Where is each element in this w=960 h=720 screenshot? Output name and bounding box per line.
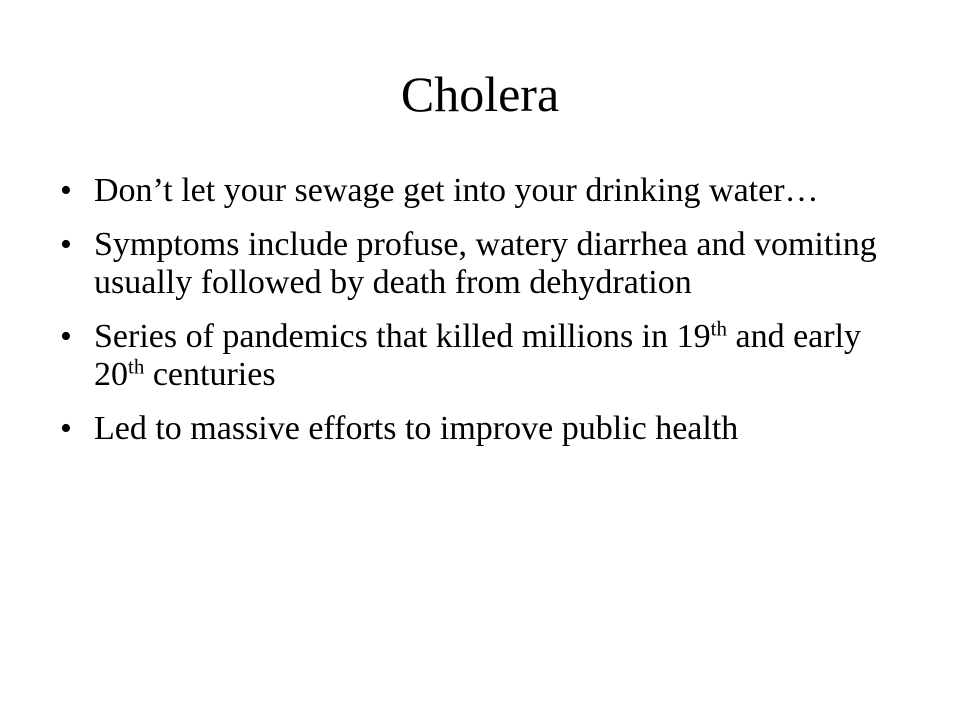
bullet-marker: • xyxy=(60,410,72,447)
bullet-text-part: centuries xyxy=(144,356,276,393)
bullet-item xyxy=(60,226,910,302)
superscript: th xyxy=(128,354,145,379)
bullet-text: Led to massive efforts to improve public health xyxy=(94,410,739,447)
bullet-text-part: and early 20 xyxy=(94,318,862,393)
bullet-item xyxy=(60,318,910,394)
bullet-text: Symptoms include profuse, watery diarrhea and vomiting usually followed by death from dehydration xyxy=(94,226,877,301)
bullet-marker: • xyxy=(60,318,72,355)
bullet-item xyxy=(60,172,910,210)
bullet-text: Don’t let your sewage get into your drinking water… xyxy=(94,172,819,209)
bullet-text-part: Series of pandemics that killed millions in 19 xyxy=(94,318,711,355)
bullet-marker: • xyxy=(60,226,72,263)
bullet-list xyxy=(60,172,910,464)
bullet-marker: • xyxy=(60,172,72,209)
bullet-item xyxy=(60,410,910,448)
superscript: th xyxy=(710,316,727,341)
bullet-text xyxy=(94,318,861,393)
slide-title: Cholera xyxy=(400,66,560,122)
